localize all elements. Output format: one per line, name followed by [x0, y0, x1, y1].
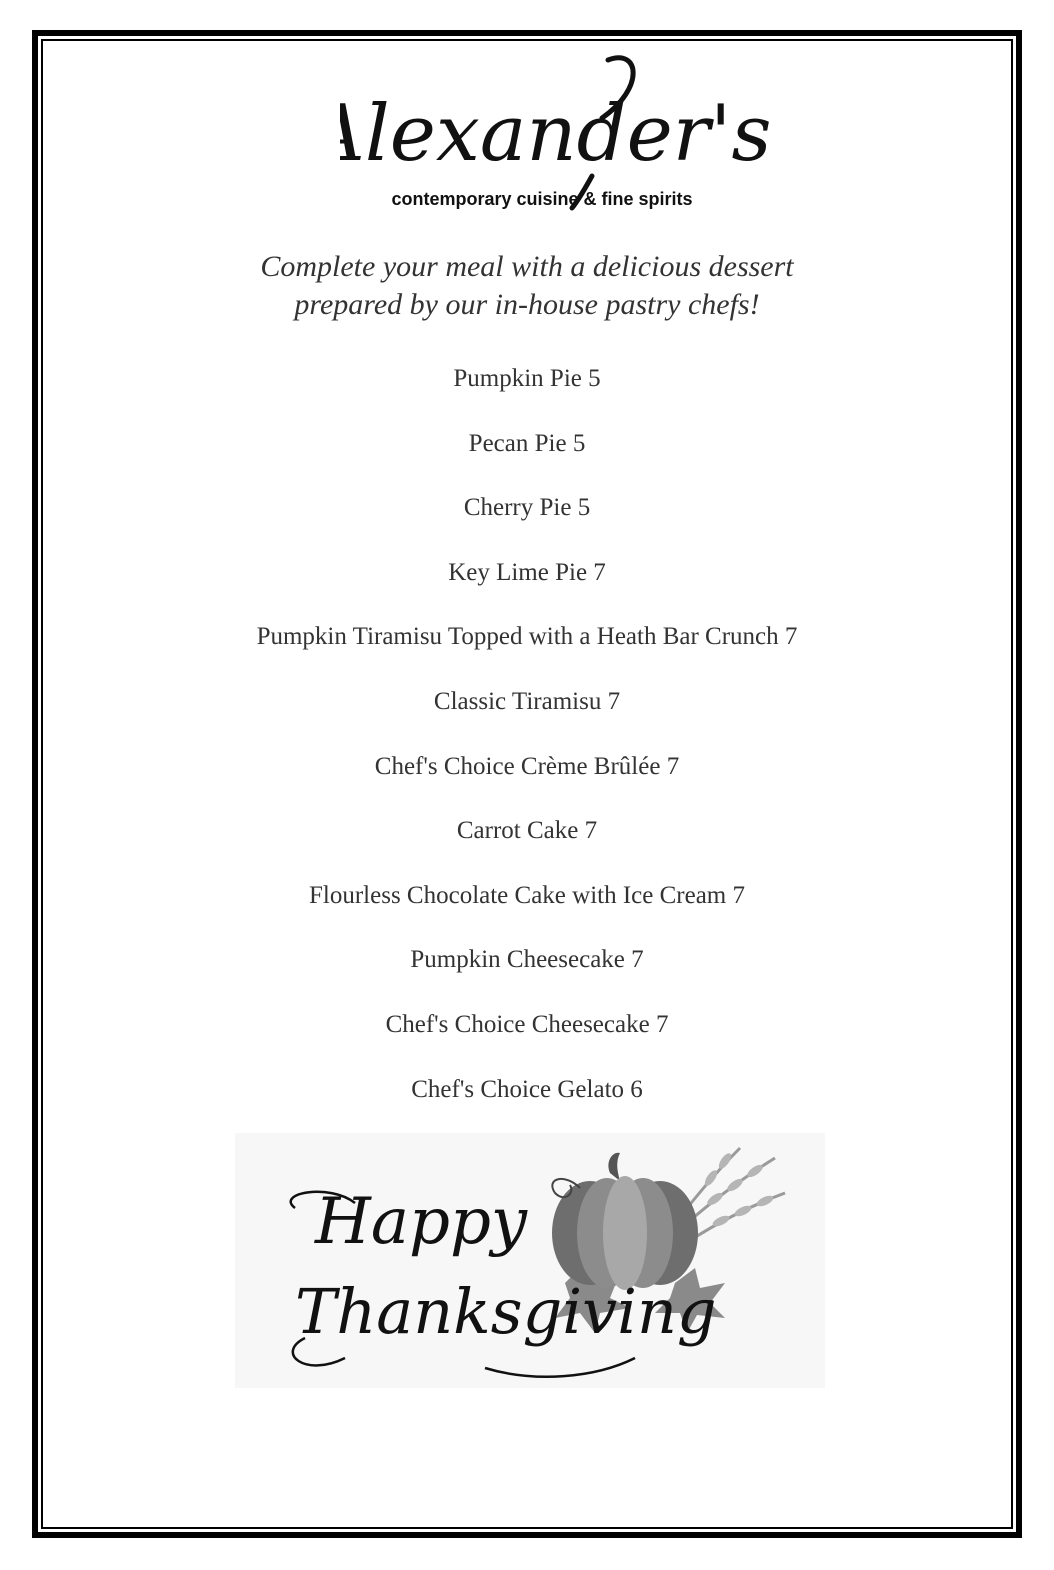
happy-thanksgiving-artwork	[235, 1133, 825, 1388]
menu-item	[0, 425, 1054, 490]
menu-item-name: Pumpkin Pie	[453, 365, 582, 392]
menu-item	[0, 1006, 1054, 1071]
menu-item-name: Cherry Pie	[463, 494, 572, 522]
menu-item	[0, 877, 1054, 942]
menu-item	[0, 683, 1054, 748]
menu-item-price: 5	[588, 365, 601, 392]
menu-item-price: 7	[584, 817, 598, 845]
menu-item-name: Chef's Choice Gelato	[411, 1075, 625, 1103]
menu-item	[0, 941, 1054, 1006]
menu-item-name: Pumpkin Cheesecake	[410, 946, 625, 974]
menu-item-price: 7	[655, 1010, 669, 1038]
menu-item-name: Carrot Cake	[456, 817, 579, 845]
menu-item-name: Chef's Choice Crème Brûlée	[374, 752, 661, 780]
intro-line-1: Complete your meal with a delicious dessert	[260, 250, 794, 283]
restaurant-logo	[340, 48, 780, 218]
menu-item-price: 7	[607, 687, 621, 715]
menu-item	[0, 1071, 1054, 1136]
pumpkin-icon	[552, 1153, 698, 1290]
menu-item-price: 7	[593, 558, 606, 586]
menu-item	[0, 812, 1054, 877]
happy-text: Happy	[315, 1185, 528, 1259]
menu-item	[0, 360, 1054, 425]
menu-item-name: Key Lime Pie	[448, 558, 588, 586]
logo-wordmark: Alexander's	[340, 89, 772, 179]
menu-item-name: Classic Tiramisu	[433, 687, 602, 715]
menu-item-price: 6	[630, 1075, 643, 1103]
menu-item-name: Chef's Choice Cheesecake	[385, 1010, 650, 1038]
menu-item	[0, 748, 1054, 813]
menu-item-price: 5	[577, 494, 591, 522]
dessert-menu	[0, 360, 1054, 1135]
menu-item-name: Pumpkin Tiramisu Topped with a Heath Bar Crunch	[256, 623, 779, 651]
menu-item-price: 7	[666, 752, 680, 780]
menu-item	[0, 618, 1054, 683]
menu-item-price: 7	[732, 881, 745, 909]
menu-item-name: Pecan Pie	[468, 429, 567, 457]
thanksgiving-text: Thanksgiving	[295, 1275, 717, 1348]
menu-item-price: 5	[572, 429, 586, 457]
logo-tagline: contemporary cuisine & fine spirits	[391, 189, 693, 209]
menu-item-price: 7	[784, 623, 798, 651]
menu-item	[0, 489, 1054, 554]
intro-line-2: prepared by our in-house pastry chefs!	[294, 288, 760, 321]
menu-item-name: Flourless Chocolate Cake with Ice Cream	[309, 881, 727, 909]
dessert-intro	[0, 248, 1054, 324]
menu-item	[0, 554, 1054, 619]
menu-item-price: 7	[631, 946, 644, 974]
